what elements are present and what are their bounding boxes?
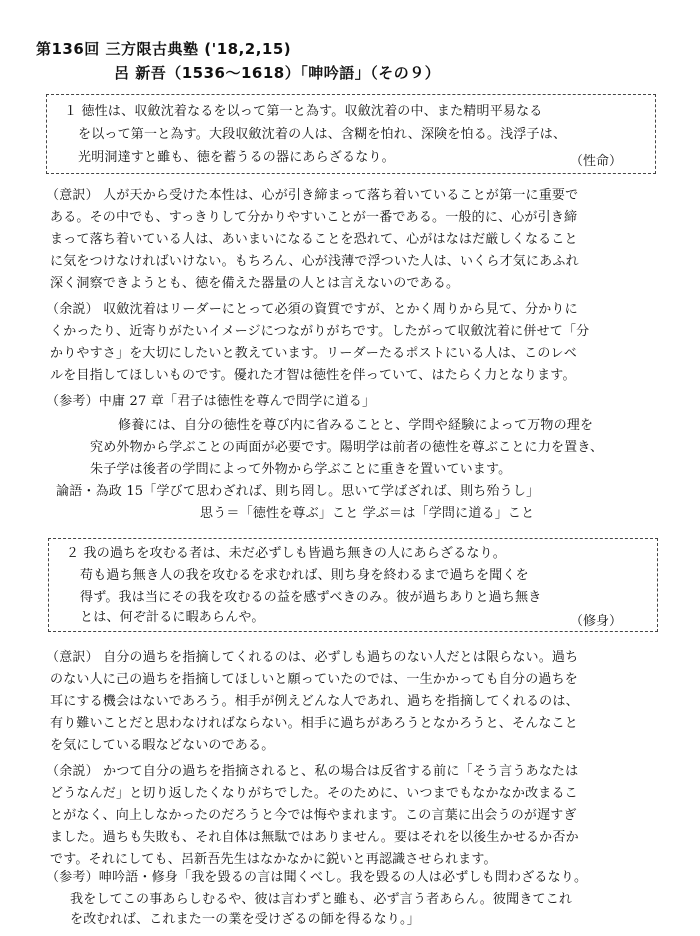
translation-1-line: に気をつけなければいけない。もちろん、心が浅薄で浮ついた人は、いくら才気にあふれ	[50, 254, 579, 269]
analects-line: 思う＝「徳性を尊ぶ」こと 学ぶ＝は「学問に道る」こと	[200, 506, 535, 521]
reference-2-line: 我をしてこの事あらしむるや、彼は言わずと雖も、必ず言う者あらん。彼聞きてこれ	[70, 892, 573, 907]
translation-1-line: 深く洞察できようとも、徳を備えた器量の人とは言えないのである。	[50, 276, 460, 291]
comment-2-line: どうなんだ」と切り返したくなりがちでした。そのために、いつまでもなかなか改まるこ	[50, 786, 578, 801]
translation-2-line: （意訳） 自分の過ちを指摘してくれるのは、必ずしも過ちのない人だとは限らない。過ち	[46, 650, 579, 665]
reference-1-line: 朱子学は後者の学問によって外物から学ぶことに重きを置いています。	[90, 462, 512, 477]
comment-2-line: です。それにしても、呂新吾先生はなかなかに鋭いと再認識させられます。	[50, 852, 497, 867]
comment-1-line: くかったり、近寄りがたいイメージにつながりがちです。したがって収斂沈着に併せて「分	[50, 324, 590, 339]
page-title: 第136回 三方限古典塾 ('18,2,15)	[36, 40, 292, 58]
quote-2-line: 苟も過ち無き人の我を攻むるを求むれば、則ち身を終わるまで過ちを聞くを	[80, 568, 529, 583]
translation-2-line: 有り難いことだと思わなければならない。相手に過ちがあろうとなかろうと、そんなこと	[50, 716, 579, 731]
reference-2-line: を改むれば、これまた一の業を受けざるの師を得るなり。」	[70, 912, 420, 927]
translation-2-line: のない人に己の過ちを指摘してほしいと願っていたのでは、一生かかっても自分の過ちを	[50, 672, 579, 687]
reference-1-line: 修養には、自分の徳性を尊び内に省みることと、学問や経験によって万物の理を	[118, 418, 594, 433]
translation-1-line: ある。その中でも、すっきりして分かりやすいことが一番である。一般的に、心が引き締	[50, 210, 578, 225]
quote-1-line: を以って第一と為す。大段収斂沈着の人は、含糊を怕れ、深険を怕る。浅浮子は、	[78, 127, 567, 142]
quote-2-line: 得ず。我は当にその我を攻むるの益を感ずべきのみ。彼が過ちありと過ち無き	[80, 590, 542, 605]
reference-1-line: 究め外物から学ぶことの両面が必要です。陽明学は前者の徳性を尊ぶことに力を置き、	[90, 440, 604, 455]
translation-1-line: （意訳） 人が天から受けた本性は、心が引き締まって落ち着いていることが第一に重要で	[46, 188, 579, 203]
comment-2-line: ました。過ちも失敗も、それ自体は無駄ではありません。要はそれを以後生かせるか否か	[50, 830, 579, 845]
translation-1-line: まって落ち着いている人は、あいまいになることを恐れて、心がはなはだ厳しくなること	[50, 232, 578, 247]
page-subtitle: 呂 新吾（1536〜1618）「呻吟語」（その９）	[114, 64, 441, 82]
quote-2-line: ２ 我の過ちを攻むる者は、未だ必ずしも皆過ち無きの人にあらざるなり。	[66, 546, 506, 561]
quote-1-line: 光明洞達すと雖も、徳を蓄うるの器にあらざるなり。	[78, 150, 395, 165]
translation-2-line: を気にしている暇などないのである。	[50, 738, 275, 753]
quote-2-line: とは、何ぞ計るに暇あらんや。	[80, 610, 265, 625]
reference-2-line: （参考）呻吟語・修身「我を毀るの言は聞くべし。我を毀るの人は必ずしも問わざるなり。	[46, 870, 588, 885]
comment-1-line: ルを目指してほしいものです。優れた才智は徳性を伴っていて、はたらく力となります。	[50, 368, 576, 383]
comment-1-line: （余説） 収斂沈着はリーダーにとって必須の資質ですが、とかく周りから見て、分かりに	[46, 302, 578, 317]
quote-2-source: （修身）	[570, 614, 623, 629]
analects-line: 論語・為政 15「学びて思わざれば、則ち罔し。思いて学ばざれば、則ち殆うし」	[56, 484, 540, 499]
translation-2-line: 耳にする機会はないであろう。相手が例えどんな人であれ、過ちを指摘してくれるのは、	[50, 694, 579, 709]
comment-1-line: かりやすさ」を大切にしたいと教えています。リーダーたるポストにいる人は、このレベ	[50, 346, 577, 361]
comment-2-line: とがなく、向上しなかったのだろうと今では悔やまれます。この言葉に出会うのが遅すぎ	[50, 808, 577, 823]
quote-1-source: （性命）	[570, 154, 623, 169]
comment-2-line: （余説） かつて自分の過ちを指摘されると、私の場合は反省する前に「そう言うあなたは	[46, 764, 579, 779]
quote-1-line: １ 徳性は、収斂沈着なるを以って第一と為す。収斂沈着の中、また精明平易なる	[64, 104, 543, 119]
reference-1-line: （参考）中庸 27 章「君子は徳性を尊んで問学に道る」	[46, 394, 376, 409]
